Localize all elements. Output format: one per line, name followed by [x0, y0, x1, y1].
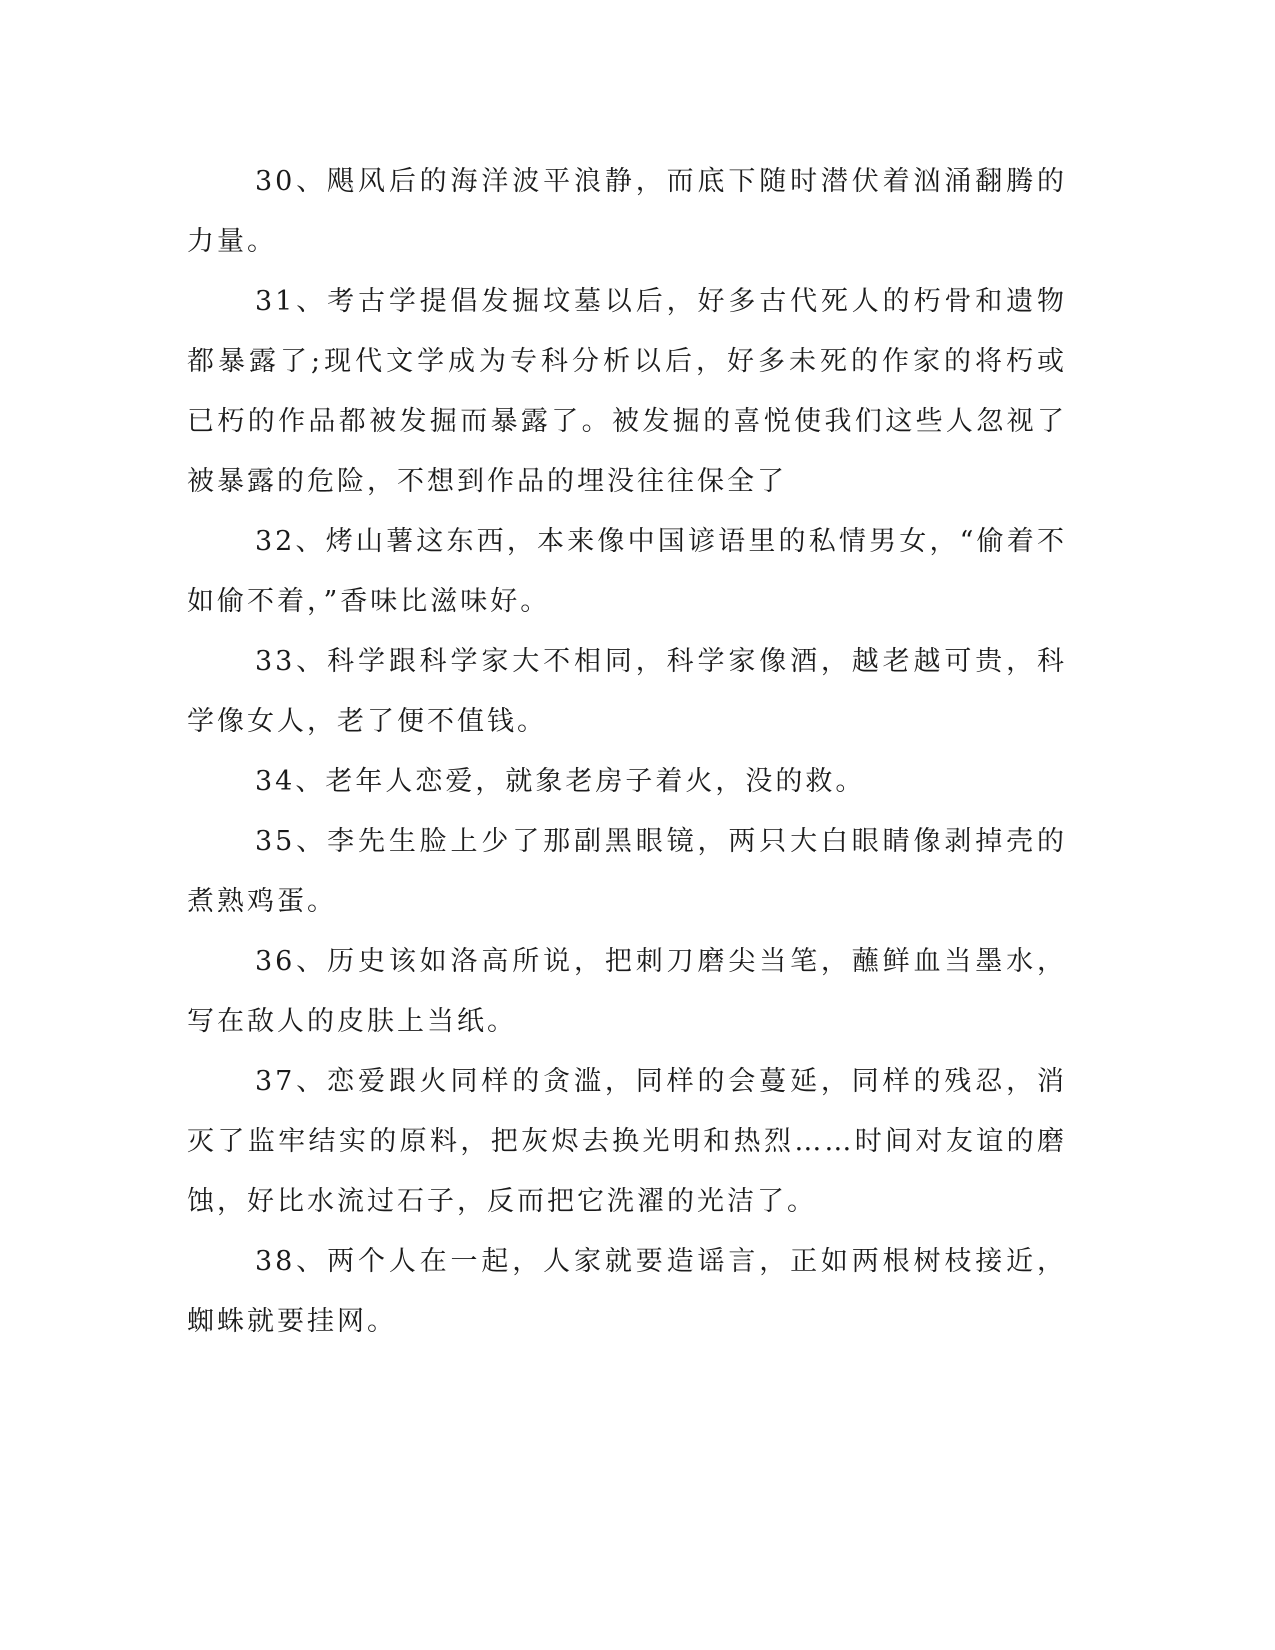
paragraph-33: 33、科学跟科学家大不相同，科学家像酒，越老越可贵，科学像女人，老了便不值钱。 [187, 646, 1067, 737]
paragraph-34: 34、老年人恋爱，就象老房子着火，没的救。 [255, 766, 866, 797]
paragraph-38: 38、两个人在一起，人家就要造谣言，正如两根树枝接近，蜘蛛就要挂网。 [187, 1246, 1067, 1337]
paragraph-37: 37、恋爱跟火同样的贪滥，同样的会蔓延，同样的残忍，消灭了监牢结实的原料，把灰烬去换光明和热烈……时间对友谊的磨蚀，好比水流过石子，反而把它洗濯的光洁了。 [187, 1066, 1067, 1217]
paragraph-30: 30、飓风后的海洋波平浪静，而底下随时潜伏着汹涌翻腾的力量。 [187, 166, 1067, 257]
paragraph-32: 32、烤山薯这东西，本来像中国谚语里的私情男女，“偷着不如偷不着，”香味比滋味好。 [187, 526, 1067, 617]
document-body [187, 152, 1067, 1352]
paragraph-36: 36、历史该如洛高所说，把刺刀磨尖当笔，蘸鲜血当墨水，写在敌人的皮肤上当纸。 [187, 946, 1067, 1037]
paragraph-35: 35、李先生脸上少了那副黑眼镜，两只大白眼睛像剥掉壳的煮熟鸡蛋。 [187, 826, 1067, 917]
paragraph-31: 31、考古学提倡发掘坟墓以后，好多古代死人的朽骨和遗物都暴露了;现代文学成为专科分析以后，好多未死的作家的将朽或已朽的作品都被发掘而暴露了。被发掘的喜悦使我们这些人忽视了被暴露的危险，不想到作品的埋没往往保全了 [187, 286, 1067, 497]
